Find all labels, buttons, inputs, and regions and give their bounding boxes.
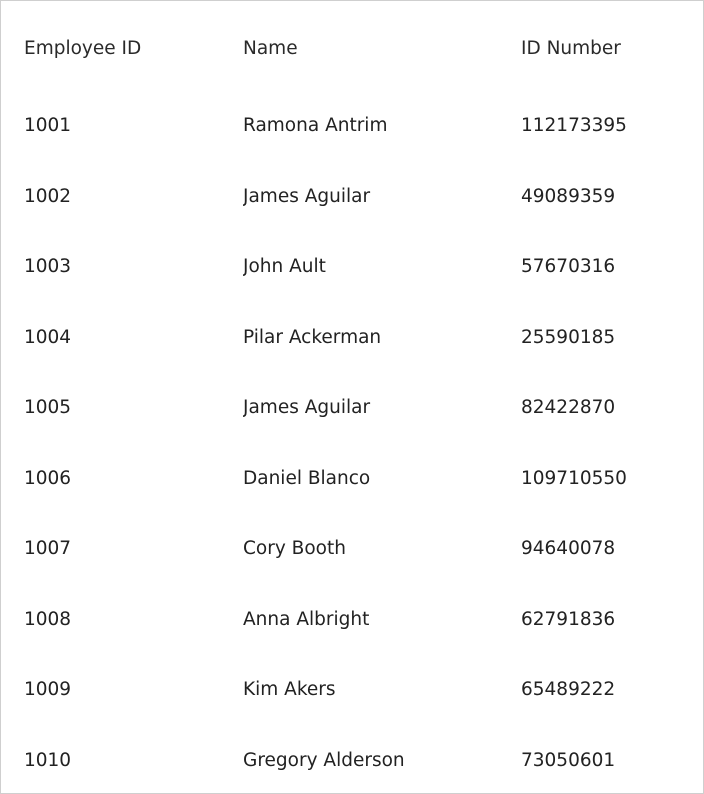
table-row[interactable] (1, 106, 703, 146)
table-row[interactable] (1, 459, 703, 499)
employee-id-cell: 1008 (24, 609, 72, 630)
id-number-cell: 62791836 (521, 609, 616, 630)
table-header-row (1, 29, 703, 69)
id-number-cell: 82422870 (521, 397, 616, 418)
table-row[interactable] (1, 600, 703, 640)
column-header-name[interactable]: Name (243, 38, 298, 59)
id-number-cell: 94640078 (521, 538, 616, 559)
employee-id-cell: 1005 (24, 397, 72, 418)
id-number-cell: 109710550 (521, 468, 627, 489)
employee-id-cell: 1002 (24, 186, 72, 207)
id-number-cell: 49089359 (521, 186, 616, 207)
id-number-cell: 112173395 (521, 115, 627, 136)
name-cell: Anna Albright (243, 609, 370, 630)
table-row[interactable] (1, 741, 703, 781)
name-cell: Kim Akers (243, 679, 336, 700)
name-cell: James Aguilar (243, 397, 371, 418)
name-cell: James Aguilar (243, 186, 371, 207)
name-cell: Pilar Ackerman (243, 327, 382, 348)
name-cell: Gregory Alderson (243, 750, 405, 771)
employee-id-cell: 1007 (24, 538, 72, 559)
employee-id-cell: 1009 (24, 679, 72, 700)
id-number-cell: 25590185 (521, 327, 616, 348)
table-row[interactable] (1, 670, 703, 710)
employee-id-cell: 1003 (24, 256, 72, 277)
table-row[interactable] (1, 529, 703, 569)
table-row[interactable] (1, 388, 703, 428)
employee-id-cell: 1001 (24, 115, 72, 136)
name-cell: Cory Booth (243, 538, 346, 559)
name-cell: Ramona Antrim (243, 115, 388, 136)
employee-id-cell: 1004 (24, 327, 72, 348)
name-cell: John Ault (243, 256, 326, 277)
employee-id-cell: 1006 (24, 468, 72, 489)
id-number-cell: 73050601 (521, 750, 616, 771)
table-row[interactable] (1, 318, 703, 358)
id-number-cell: 57670316 (521, 256, 616, 277)
column-header-id-number[interactable]: ID Number (521, 38, 621, 59)
column-header-employee-id[interactable]: Employee ID (24, 38, 142, 59)
id-number-cell: 65489222 (521, 679, 616, 700)
table-row[interactable] (1, 247, 703, 287)
table-row[interactable] (1, 177, 703, 217)
employee-id-cell: 1010 (24, 750, 72, 771)
name-cell: Daniel Blanco (243, 468, 371, 489)
